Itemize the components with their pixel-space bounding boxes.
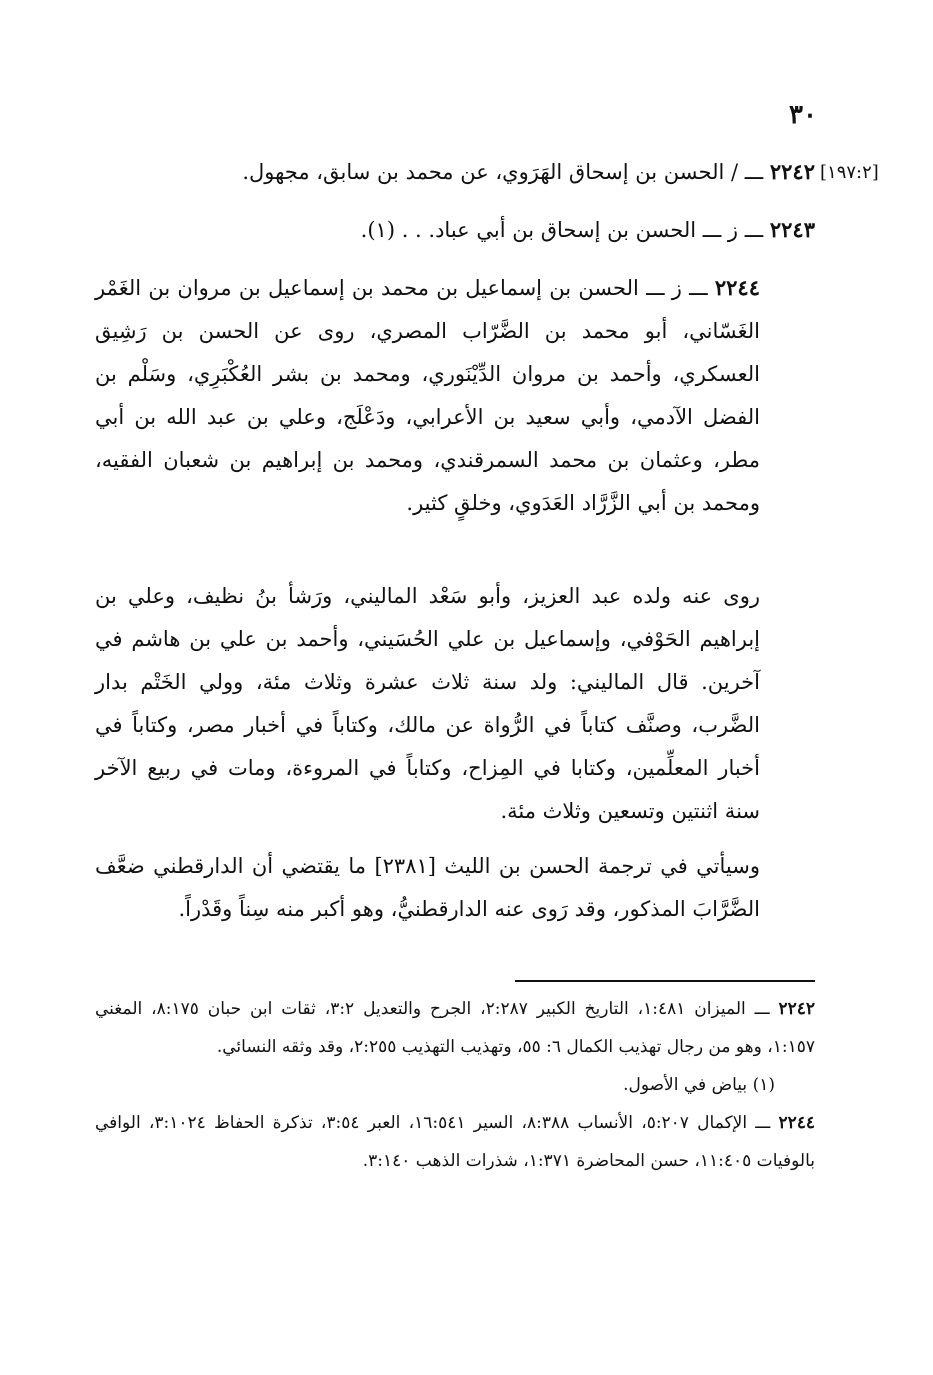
- entry-number: ٢٢٤٣: [769, 217, 815, 242]
- footnote-number: ٢٢٤٤: [778, 1113, 815, 1133]
- footnote-1: [95, 1066, 815, 1104]
- page-number: ٣٠: [789, 100, 817, 130]
- body-block: [95, 575, 815, 931]
- entry-2243: [95, 208, 815, 252]
- footnote-2244: [95, 1104, 815, 1180]
- paragraph-narrators: روى عنه ولده عبد العزيز، وأبو سَعْد الماليني، ورَشأ بنُ نظيف، وعلي بن إبراهيم الحَوْفي، وإسماعيل بن علي الحُسَيني، وأحمد بن علي بن هاشم في آخرين. قال الماليني: ولد سنة ثلاث عشرة وثلاث مئة، وولي الخَتْم بدار الضَّرب، وصنَّف كتاباً في الرُّواة عن مالك، وكتاباً في أخبار مصر، وكتاباً في أخبار المعلِّمين، وكتابا في المِزاح، وكتاباً في المروءة، ومات في ربيع الآخر سنة اثنتين وتسعين وثلاث مئة.: [95, 584, 761, 823]
- entries-block: [95, 150, 815, 525]
- footnote-text: ـــ الميزان ١:٤٨١، التاريخ الكبير ٢:٢٨٧، الجرح والتعديل ٣:٢، ثقات ابن حبان ٨:١٧٥، المغني ١:١٥٧، وهو من رجال تهذيب الكمال ٦: ٥٥، وتهذيب التهذيب ٢:٢٥٥، وقد وثقه النسائي.: [95, 999, 815, 1057]
- margin-reference: [١٩٧:٢]: [820, 162, 879, 183]
- entry-text: ـــ ز ـــ الحسن بن إسحاق بن أبي عباد. . . (١).: [360, 218, 764, 242]
- footnote-number: (١): [752, 1075, 775, 1095]
- entry-2244: [95, 266, 815, 525]
- footnotes-block: [95, 990, 815, 1180]
- entry-number: ٢٢٤٢: [769, 159, 815, 184]
- entry-text: ـــ ز ـــ الحسن بن إسماعيل بن محمد بن إسماعيل بن مروان بن الغَمْر الغَسّاني، أبو محمد بن الضَّرّاب المصري، روى عن الحسن بن رَشِيق العسكري، وأحمد بن مروان الدِّيْنَوري، ومحمد بن بشر العُكْبَرِي، وسَلْم بن الفضل الآدمي، وأبي سعيد بن الأعرابي، ودَعْلَج، وعلي بن عبد الله بن أبي مطر، وعثمان بن محمد السمرقندي، ومحمد بن إبراهيم بن شعبان الفقيه، ومحمد بن أبي الزَّرَّاد العَدَوي، وخلقٍ كثير.: [95, 276, 760, 515]
- footnote-text: ـــ الإكمال ٥:٢٠٧، الأنساب ٨:٣٨٨، السير ١٦:٥٤١، العبر ٣:٥٤، تذكرة الحفاظ ٣:١٠٢٤، الوافي بالوفيات ١١:٤٠٥، حسن المحاضرة ١:٣٧١، شذرات الذهب ٣:١٤٠.: [95, 1113, 815, 1171]
- paragraph-note: وسيأتي في ترجمة الحسن بن الليث [٢٣٨١] ما يقتضي أن الدارقطني ضعَّف الضَّرَّابَ المذكور، وقد رَوى عنه الدارقطنيُّ، وهو أكبر منه سِناً وقَدْراً.: [95, 854, 760, 921]
- footnote-number: ٢٢٤٢: [778, 999, 816, 1019]
- footnote-2242: [95, 990, 815, 1066]
- entry-text: ـــ / الحسن بن إسحاق الهَرَوي، عن محمد بن سابق، مجهول.: [242, 160, 764, 184]
- footnote-text: بياض في الأصول.: [623, 1075, 748, 1095]
- entry-2242: [95, 150, 815, 194]
- entry-number: ٢٢٤٤: [714, 275, 760, 300]
- footnote-divider: [515, 980, 815, 982]
